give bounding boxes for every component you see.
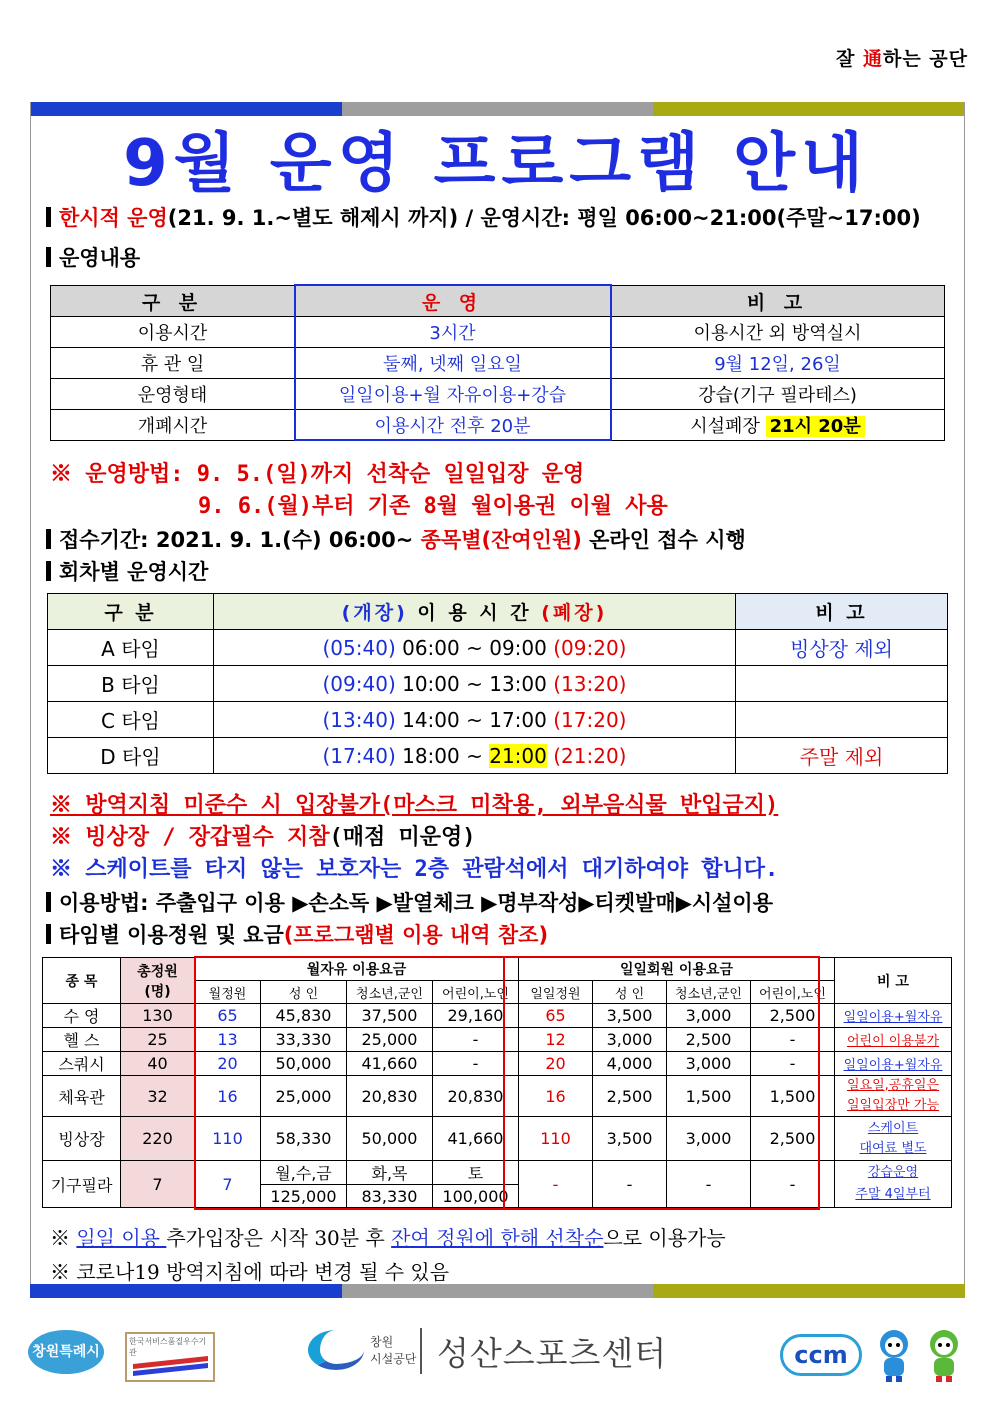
center-name: 성산스포츠센터: [437, 1334, 668, 1373]
mascot-green-icon: [922, 1326, 966, 1384]
notice-method-2: 9. 6.(월)부터 기존 8월 월이용권 이월 사용: [198, 494, 668, 519]
period-line: 한시적 운영(21. 9. 1.~별도 해제시 까지) / 운영시간: 평일 06:00~21:00(주말~17:00): [46, 202, 921, 232]
section-sessions: 회차별 운영시간: [46, 556, 208, 586]
notice-method: ※ 운영방법: 9. 5.(일)까지 선착순 일일입장 운영: [50, 462, 585, 487]
table-header: 구 분: [48, 594, 214, 630]
section-operation: 운영내용: [46, 242, 140, 272]
footnote-extra-entry: ※ 일일 이용 추가입장은 시작 30분 후 잔여 정원에 한해 선착순으로 이용가능: [50, 1226, 726, 1250]
table-row: 빙상장 220 110 58,330 50,000 41,660 110 3,500 3,000 2,500 스케이트 대여료 별도: [43, 1117, 952, 1161]
ccm-logo: ccm: [780, 1334, 862, 1376]
corporation-emblem-icon: [308, 1330, 364, 1370]
monthly-fee-frame: [194, 956, 505, 1210]
table-header: 비 고: [611, 286, 945, 317]
city-logo: 창원특례시: [28, 1330, 104, 1374]
end-time-highlight: 21:00: [489, 743, 547, 768]
section-fees: 타임별 이용정원 및 요금(프로그램별 이용 내역 참조): [46, 919, 548, 949]
page-title: 9월 운영 프로그램 안내: [123, 127, 869, 201]
operation-column-frame: [294, 284, 612, 441]
notice-gloves: ※ 빙상장 / 장갑필수 지참(매점 미운영): [50, 825, 476, 850]
table-row: A 타임 (05:40) 06:00 ~ 09:00 (09:20) 빙상장 제외: [48, 630, 948, 666]
table-row: 수 영 130 65 45,830 37,500 29,160 65 3,500 3,000 2,500 일일이용+월자유: [43, 1004, 952, 1028]
table-header: 비 고: [736, 594, 948, 630]
logo-strip: [0, 1322, 992, 1392]
table-row: 기구필라 7 7 월,수,금 화,목 토 - - - - 강습운영 주말 4일부터: [43, 1161, 952, 1185]
notice-quarantine: ※ 방역지침 미준수 시 입장불가(마스크 미착용, 외부음식물 반입금지): [50, 793, 779, 818]
table-row: 체육관 32 16 25,000 20,830 20,830 16 2,500 1,500 1,500 일요일,공휴일은 일일입장만 가능: [43, 1076, 952, 1117]
table-header: (개장) 이 용 시 간 (폐장): [214, 594, 736, 630]
table-header: 종 목: [43, 958, 121, 1004]
table-row: 개폐시간 이용시간 전후 20분 시설폐장 21시 20분: [51, 410, 945, 441]
bottom-color-bar: [30, 1284, 965, 1298]
table-header: 비 고: [835, 958, 952, 1004]
mascot-blue-icon: [872, 1326, 916, 1384]
registration-line: 접수기간: 2021. 9. 1.(수) 06:00~ 종목별(잔여인원) 온라인 접수 시행: [46, 524, 746, 554]
corporation-name: 창원 시설공단: [370, 1335, 417, 1366]
table-header: 일일회원 이용요금: [519, 958, 835, 981]
table-row: 운영형태 일일이용+월 자유이용+강습 강습(기구 필라테스): [51, 379, 945, 410]
table-header: 운 영: [295, 286, 611, 317]
table-row: 헬 스 25 13 33,330 25,000 - 12 3,000 2,500 - 어린이 이용불가: [43, 1028, 952, 1052]
table-row: 휴 관 일 둘째, 넷째 일요일 9월 12일, 26일: [51, 348, 945, 379]
usage-flow: 이용방법: 주출입구 이용 ▶손소독 ▶발열체크 ▶명부작성▶티켓발매▶시설이용: [46, 887, 773, 917]
table-row: 이용시간 3시간 이용시간 외 방역실시: [51, 317, 945, 348]
notice-guardian: ※ 스케이트를 타지 않는 보호자는 2층 관람석에서 대기하여야 합니다.: [50, 857, 779, 882]
fee-table: 종 목 총정원 (명) 월자유 이용요금 일일회원 이용요금 비 고 월정원 성 인 청소년,군인 어린이,노인 일일정원 성 인 청소년,군인 어린이,노인 수 영 130 65 45,830 37,500 29,160 65 3,500 3,000 2,500 일일이용+월자유 헬 스 25 13 33,330 25,000 - 12 3,000 2,500 - 어린이 이용불가 스쿼시 40 20 50,000 41,660 - 20 4,000 3,000 - 일일이용+월자유 체육관 32 16 25,000 20,830 20,830 16 2,500 1,500 1,500 일요일,공휴일은 일일입장만 가능 빙상장 220 110 58,330 50,000 41,660 110 3,500 3,000 2,500 스케이트 대여료 별도 기구필라 7 7 월,수,금 화,목 토 - - - - 강습운영 주말 4일부터 125,000 83,330 100,000: [42, 957, 952, 1208]
session-table: [47, 593, 948, 774]
table-row: C 타임 (13:40) 14:00 ~ 17:00 (17:20): [48, 702, 948, 738]
table-header: 총정원 (명): [121, 958, 195, 1004]
closing-time-highlight: 21시 20분: [766, 416, 865, 437]
slogan-highlight: 通: [862, 48, 883, 70]
table-row: D 타임 (17:40) 18:00 ~ 21:00 (21:20) 주말 제외: [48, 738, 948, 774]
table-header: 구 분: [51, 286, 295, 317]
footnote-covid: ※ 코로나19 방역지침에 따라 변경 될 수 있음: [50, 1260, 450, 1284]
service-quality-logo: 한국서비스품질우수기관: [125, 1332, 215, 1382]
table-row: 스쿼시 40 20 50,000 41,660 - 20 4,000 3,000 - 일일이용+월자유: [43, 1052, 952, 1076]
daily-fee-frame: [503, 956, 820, 1210]
slogan: 잘 通하는 공단: [835, 48, 968, 70]
table-row: B 타임 (09:40) 10:00 ~ 13:00 (13:20): [48, 666, 948, 702]
table-header: 월자유 이용요금: [195, 958, 519, 981]
table-row: 125,000 83,330 100,000: [43, 1185, 952, 1208]
